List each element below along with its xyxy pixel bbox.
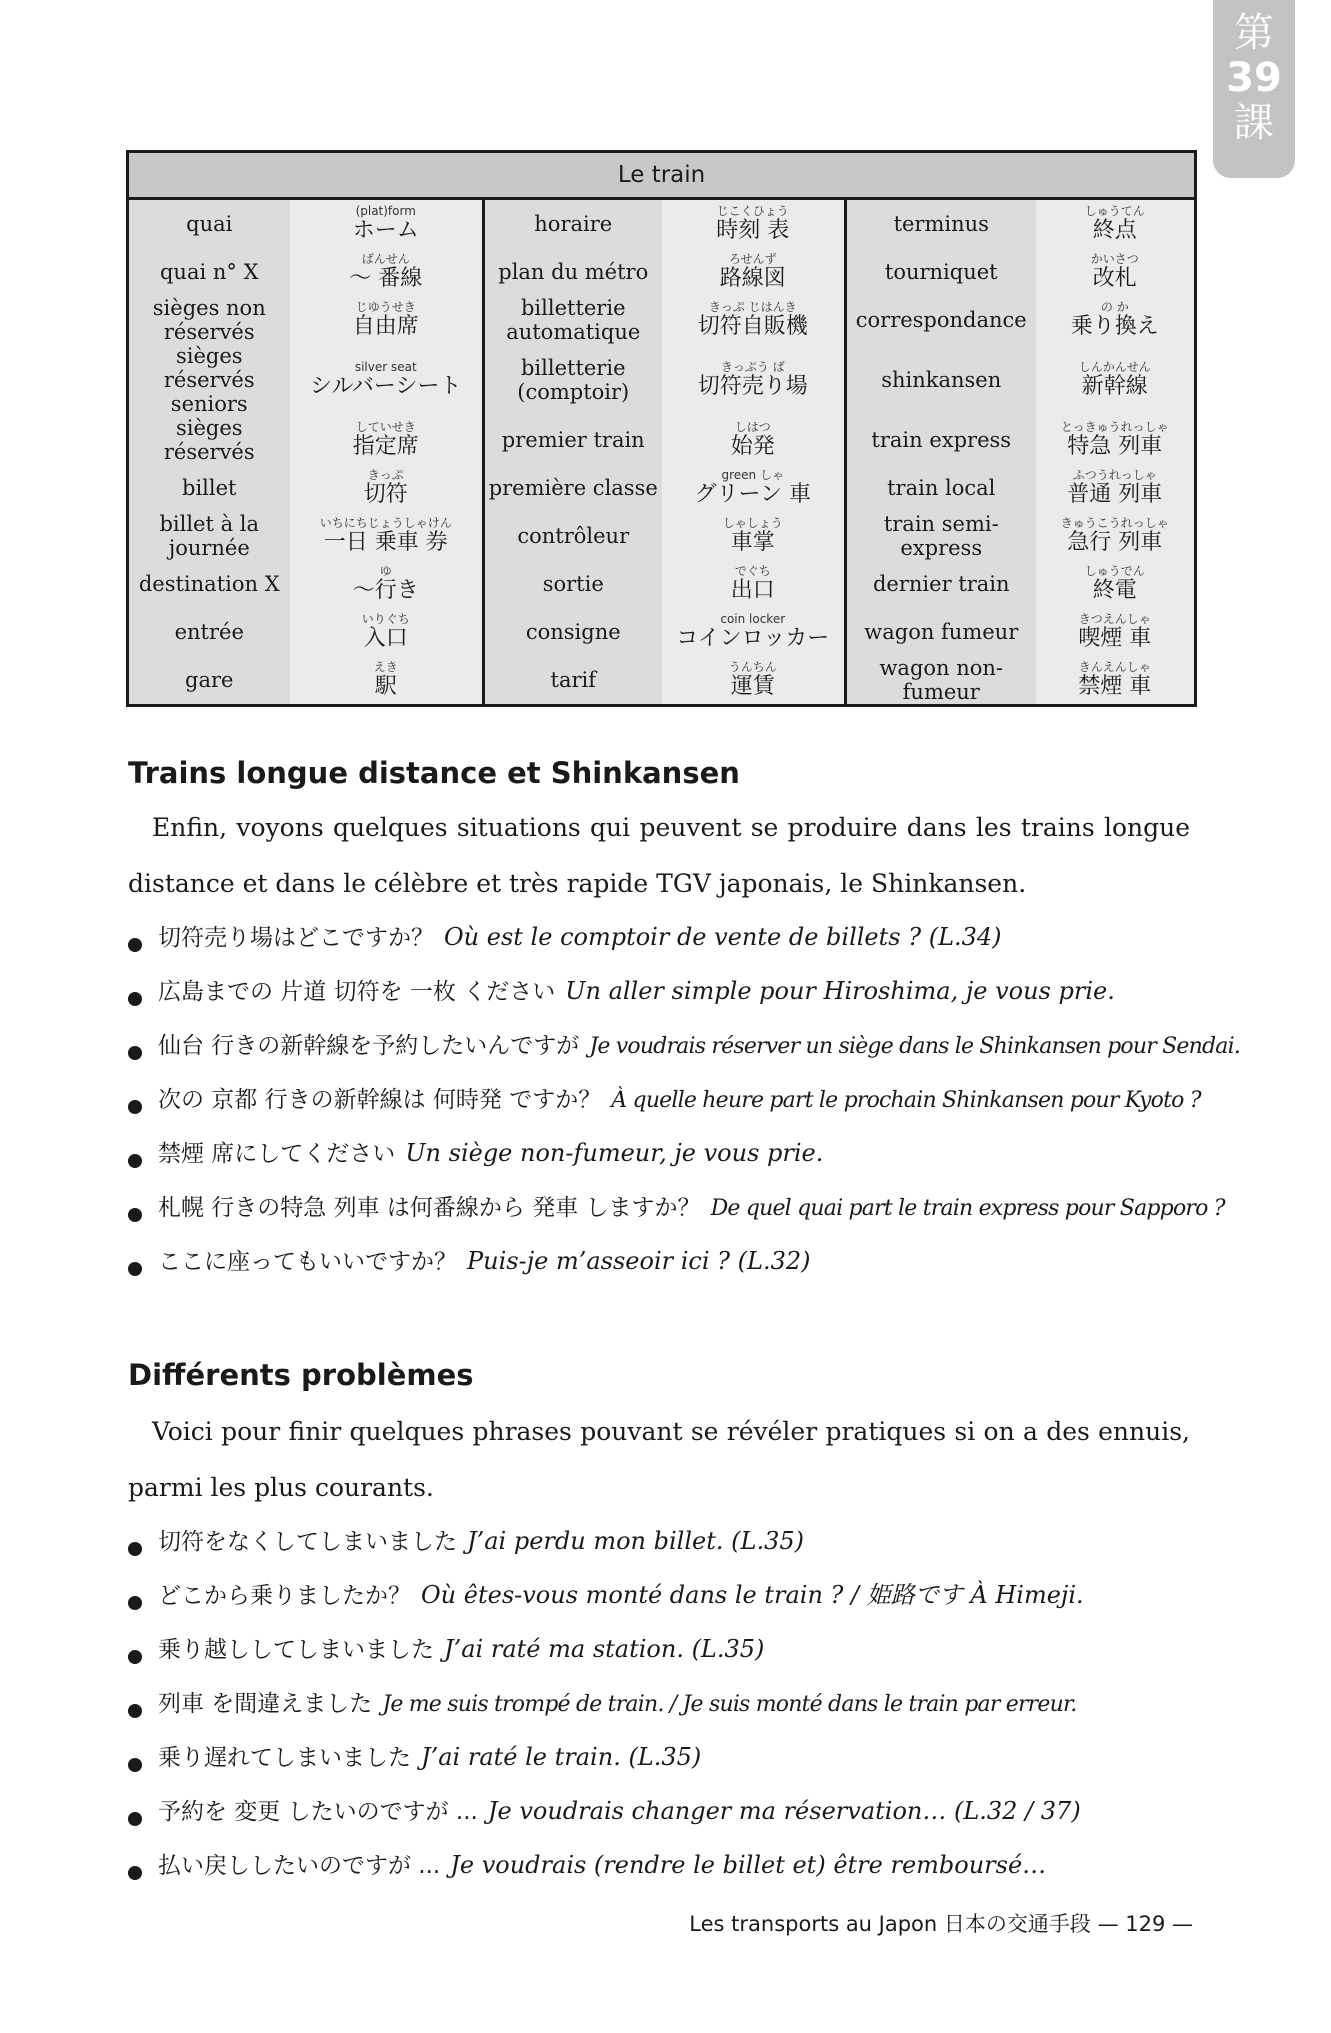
table-body xyxy=(128,199,1196,706)
japanese-term xyxy=(1036,199,1196,249)
french-term: premier train xyxy=(484,416,662,464)
table-row xyxy=(128,416,1196,464)
bullet-icon xyxy=(128,1154,142,1168)
bullet-icon xyxy=(128,1100,142,1114)
french-translation: J’ai perdu mon billet. (L.35) xyxy=(467,1527,804,1555)
phrase-item xyxy=(128,910,1198,964)
french-term: sièges non réservés xyxy=(128,296,290,344)
section-heading-trains: Trains longue distance et Shinkansen xyxy=(128,756,740,790)
french-term: plan du métro xyxy=(484,248,662,296)
bullet-icon xyxy=(128,1262,142,1276)
japanese-phrase: 仙台 行きの新幹線を予約したいんですが xyxy=(158,1033,580,1059)
phrase-item xyxy=(128,1676,1198,1730)
section-paragraph-trains: Enfin, voyons quelques situations qui peuvent se produire dans les trains longue distance et dans le célèbre et très rapide TGV japonais, le Shinkansen. xyxy=(128,813,1190,898)
furigana: きっぷ じはんき xyxy=(708,300,797,314)
chapter-tab xyxy=(1213,0,1295,178)
french-translation: Où êtes-vous monté dans le train ? / 姫路です À Himeji. xyxy=(421,1581,1084,1609)
french-translation: Un aller simple pour Hiroshima, je vous prie. xyxy=(565,977,1115,1005)
furigana: じこくひょう xyxy=(716,204,789,218)
japanese-word: 車掌 xyxy=(730,530,775,555)
bullet-icon xyxy=(128,1866,142,1880)
japanese-term xyxy=(1036,512,1196,560)
page-footer: Les transports au Japon 日本の交通手段 — 129 — xyxy=(689,1912,1193,1936)
japanese-term xyxy=(290,296,484,344)
french-translation: De quel quai part le train express pour Sapporo ? xyxy=(710,1196,1225,1221)
japanese-term xyxy=(290,656,484,706)
japanese-word: 出口 xyxy=(730,578,775,603)
french-term: billetterie (comptoir) xyxy=(484,344,662,416)
japanese-phrase: 切符をなくしてしまいました xyxy=(158,1529,457,1555)
french-term: sièges réservés seniors xyxy=(128,344,290,416)
french-translation: Je me suis trompé de train. / Je suis monté dans le train par erreur. xyxy=(382,1692,1077,1717)
furigana: でぐち xyxy=(734,564,771,578)
bullet-icon xyxy=(128,938,142,952)
french-translation: Puis-je m’asseoir ici ? (L.32) xyxy=(467,1247,811,1275)
furigana: きつえんしゃ xyxy=(1078,612,1151,626)
japanese-term xyxy=(290,199,484,249)
japanese-word: 乗り換え xyxy=(1070,314,1159,339)
japanese-term xyxy=(290,560,484,608)
table-row xyxy=(128,344,1196,416)
french-term: wagon non-fumeur xyxy=(846,656,1036,706)
table-row xyxy=(128,656,1196,706)
bullet-icon xyxy=(128,1758,142,1772)
japanese-term xyxy=(662,512,846,560)
japanese-word: 急行 列車 xyxy=(1067,530,1163,555)
furigana: きっぷう ば xyxy=(720,360,785,374)
french-term: billet à la journée xyxy=(128,512,290,560)
french-term: wagon fumeur xyxy=(846,608,1036,656)
japanese-phrase: 次の 京都 行きの新幹線は 何時発 ですか？ xyxy=(158,1087,602,1113)
bullet-icon xyxy=(128,1704,142,1718)
japanese-word: 改札 xyxy=(1092,266,1137,291)
section-heading-problems: Différents problèmes xyxy=(128,1358,474,1392)
japanese-word: ～行き xyxy=(352,578,419,603)
french-term: train express xyxy=(846,416,1036,464)
french-term: horaire xyxy=(484,199,662,249)
japanese-term xyxy=(662,344,846,416)
bullet-icon xyxy=(128,1046,142,1060)
japanese-phrase: 予約を 変更 したいのですが ... xyxy=(158,1799,478,1825)
bullet-icon xyxy=(128,1542,142,1556)
japanese-term xyxy=(662,560,846,608)
furigana: (plat)form xyxy=(355,204,416,218)
japanese-term xyxy=(290,344,484,416)
japanese-word: 入口 xyxy=(363,626,408,651)
japanese-term xyxy=(290,608,484,656)
phrase-item xyxy=(128,964,1198,1018)
table-row xyxy=(128,296,1196,344)
table-row xyxy=(128,512,1196,560)
bullet-icon xyxy=(128,1650,142,1664)
japanese-word: 路線図 xyxy=(719,266,786,291)
japanese-word: グリーン 車 xyxy=(694,482,812,507)
furigana: かいさつ xyxy=(1090,252,1139,266)
japanese-word: 新幹線 xyxy=(1081,374,1148,399)
french-translation: Je voudrais (rendre le billet et) être remboursé… xyxy=(450,1851,1047,1879)
furigana: いりぐち xyxy=(361,612,410,626)
french-term: billetterie automatique xyxy=(484,296,662,344)
japanese-phrase: 広島までの 片道 切符を 一枚 ください xyxy=(158,979,556,1005)
phrase-item xyxy=(128,1622,1198,1676)
furigana: じゆうせき xyxy=(355,300,416,314)
japanese-word: 自由席 xyxy=(352,314,419,339)
japanese-word: 切符 xyxy=(363,482,408,507)
phrase-item xyxy=(128,1072,1201,1126)
french-term: quai xyxy=(128,199,290,249)
bullet-icon xyxy=(128,1208,142,1222)
japanese-term xyxy=(662,464,846,512)
phrase-item xyxy=(128,1234,1198,1288)
japanese-word: 普通 列車 xyxy=(1067,482,1163,507)
french-translation: Un siège non-fumeur, je vous prie. xyxy=(405,1139,824,1167)
furigana: ろせんず xyxy=(728,252,777,266)
japanese-term xyxy=(1036,560,1196,608)
french-translation: Je voudrais changer ma réservation… (L.32 / 37) xyxy=(487,1797,1081,1825)
furigana: ゆ xyxy=(379,564,392,578)
french-translation: Je voudrais réserver un siège dans le Shinkansen pour Sendai. xyxy=(589,1034,1241,1059)
japanese-term xyxy=(1036,656,1196,706)
furigana: ばんせん xyxy=(361,252,410,266)
french-term: gare xyxy=(128,656,290,706)
french-translation: À quelle heure part le prochain Shinkansen pour Kyoto ? xyxy=(611,1088,1201,1113)
japanese-word: 特急 列車 xyxy=(1067,434,1163,459)
furigana: とっきゅうれっしゃ xyxy=(1060,420,1169,434)
furigana: しゃしょう xyxy=(722,516,783,530)
furigana: いちにちじょうしゃけん xyxy=(319,516,452,530)
furigana: しんかんせん xyxy=(1078,360,1151,374)
french-term: tourniquet xyxy=(846,248,1036,296)
chapter-kanji-ka: 課 xyxy=(1234,100,1274,146)
french-term: destination X xyxy=(128,560,290,608)
japanese-word: ～ 番線 xyxy=(349,266,423,291)
french-term: première classe xyxy=(484,464,662,512)
phrase-item xyxy=(128,1126,1198,1180)
japanese-phrase: 乗り越ししてしまいました xyxy=(158,1637,434,1663)
table-title: Le train xyxy=(128,152,1196,199)
japanese-word: ホーム xyxy=(352,218,419,243)
bullet-icon xyxy=(128,1812,142,1826)
furigana: しはつ xyxy=(734,420,771,434)
japanese-word: 駅 xyxy=(374,674,397,699)
japanese-word: 運賃 xyxy=(730,674,775,699)
japanese-phrase: ここに座ってもいいですか？ xyxy=(158,1249,457,1275)
japanese-word: シルバーシート xyxy=(310,374,462,399)
furigana: きゅうこうれっしゃ xyxy=(1060,516,1169,530)
chapter-number: 39 xyxy=(1226,55,1282,101)
french-translation: Où est le comptoir de vente de billets ? (L.34) xyxy=(444,923,1002,951)
japanese-phrase: 札幌 行きの特急 列車 は何番線から 発車 しますか？ xyxy=(158,1195,701,1221)
french-term: consigne xyxy=(484,608,662,656)
phrase-item xyxy=(128,1514,1198,1568)
japanese-word: 始発 xyxy=(730,434,775,459)
japanese-term xyxy=(1036,416,1196,464)
japanese-phrase: 払い戻ししたいのですが ... xyxy=(158,1853,441,1879)
furigana: えき xyxy=(373,660,398,674)
japanese-phrase: 禁煙 席にしてください xyxy=(158,1141,396,1167)
french-term: tarif xyxy=(484,656,662,706)
furigana: green しゃ xyxy=(721,468,784,482)
furigana: しゅうてん xyxy=(1084,204,1145,218)
japanese-term xyxy=(290,248,484,296)
french-term: shinkansen xyxy=(846,344,1036,416)
phrase-list-trains xyxy=(128,910,1241,1288)
phrase-list-problems xyxy=(128,1514,1198,1892)
japanese-term xyxy=(1036,608,1196,656)
japanese-term xyxy=(662,199,846,249)
furigana: していせき xyxy=(355,420,416,434)
french-term: entrée xyxy=(128,608,290,656)
japanese-phrase: 列車 を間違えました xyxy=(158,1691,373,1717)
japanese-word: 時刻 表 xyxy=(716,218,790,243)
french-term: billet xyxy=(128,464,290,512)
japanese-term xyxy=(662,296,846,344)
japanese-word: 喫煙 車 xyxy=(1078,626,1152,651)
japanese-term xyxy=(290,416,484,464)
japanese-term xyxy=(1036,464,1196,512)
japanese-word: コインロッカー xyxy=(676,626,830,651)
table-row xyxy=(128,199,1196,249)
japanese-word: 一日 乗車 券 xyxy=(323,530,448,555)
french-term: train local xyxy=(846,464,1036,512)
japanese-term xyxy=(290,464,484,512)
japanese-word: 終点 xyxy=(1092,218,1137,243)
phrase-item xyxy=(128,1838,1198,1892)
french-term: train semi-express xyxy=(846,512,1036,560)
japanese-phrase: 乗り遅れてしまいました xyxy=(158,1745,411,1771)
furigana: うんちん xyxy=(728,660,777,674)
table-row xyxy=(128,248,1196,296)
japanese-word: 禁煙 車 xyxy=(1078,674,1152,699)
phrase-item xyxy=(128,1180,1225,1234)
japanese-term xyxy=(662,656,846,706)
japanese-term xyxy=(1036,248,1196,296)
furigana: きんえんしゃ xyxy=(1078,660,1151,674)
japanese-phrase: 切符売り場はどこですか？ xyxy=(158,925,434,951)
furigana: silver seat xyxy=(354,360,417,374)
japanese-word: 指定席 xyxy=(352,434,419,459)
furigana: coin locker xyxy=(720,612,786,626)
japanese-phrase: どこから乗りましたか？ xyxy=(158,1583,411,1609)
vocab-table xyxy=(126,150,1197,707)
japanese-term xyxy=(290,512,484,560)
furigana: きっぷ xyxy=(367,468,404,482)
french-term: contrôleur xyxy=(484,512,662,560)
furigana: しゅうでん xyxy=(1084,564,1145,578)
french-term: sortie xyxy=(484,560,662,608)
phrase-item xyxy=(128,1568,1198,1622)
bullet-icon xyxy=(128,1596,142,1610)
furigana: の か xyxy=(1100,300,1129,314)
japanese-word: 終電 xyxy=(1092,578,1137,603)
french-term: sièges réservés xyxy=(128,416,290,464)
phrase-item xyxy=(128,1784,1198,1838)
japanese-word: 切符自販機 xyxy=(697,314,808,339)
section-paragraph-problems: Voici pour finir quelques phrases pouvant se révéler pratiques si on a des ennuis, parmi les plus courants. xyxy=(128,1417,1190,1502)
japanese-term xyxy=(662,608,846,656)
table-row xyxy=(128,560,1196,608)
table-row xyxy=(128,464,1196,512)
french-term: correspondance xyxy=(846,296,1036,344)
japanese-term xyxy=(662,248,846,296)
furigana: ふつうれっしゃ xyxy=(1072,468,1157,482)
japanese-term xyxy=(1036,296,1196,344)
japanese-word: 切符売り場 xyxy=(697,374,808,399)
table-row xyxy=(128,608,1196,656)
phrase-item xyxy=(128,1018,1241,1072)
french-term: quai n° X xyxy=(128,248,290,296)
japanese-term xyxy=(662,416,846,464)
phrase-item xyxy=(128,1730,1198,1784)
japanese-term xyxy=(1036,344,1196,416)
french-term: terminus xyxy=(846,199,1036,249)
chapter-kanji-dai: 第 xyxy=(1234,10,1274,56)
french-translation: J’ai raté ma station. (L.35) xyxy=(444,1635,765,1663)
french-term: dernier train xyxy=(846,560,1036,608)
french-translation: J’ai raté le train. (L.35) xyxy=(421,1743,702,1771)
bullet-icon xyxy=(128,992,142,1006)
